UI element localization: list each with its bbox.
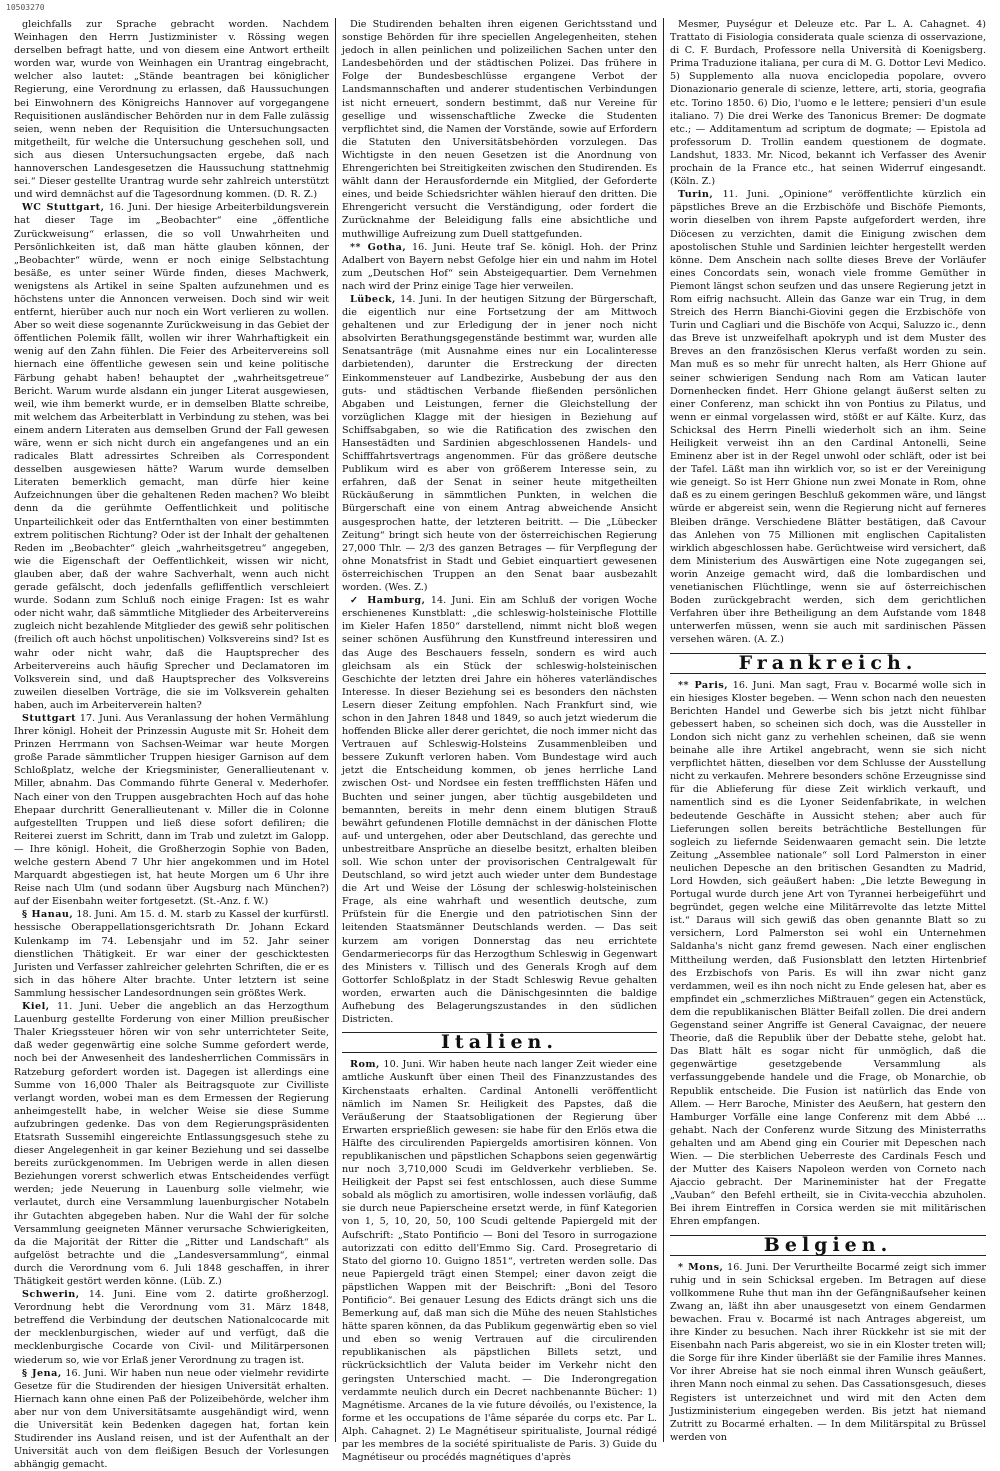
article-text: Mesmer, Puységur et Deleuze etc. Par L. A. Cahagnet. 4) Trattato di Fisiologia considerata quale scienza di osservazione, di C. F. Burdach, Professore nella Università di Koenigsberg. Prima Traduzione italiana, per cura di M. G. Dottor Levi Medico. 5) Supplemento alla nuova enciclopedia popolare, ovvero Dionazionario generale di scienze, lettere, arti, storia, geografia etc. Torino 1850. 6) Dio, l'uomo e le lettere; pensieri d'un esule italiano. 7) Die drei Werke des Tanonicus Bremer: De dogmate etc.; — Additamentum ad scriptum de dogmate; — Epistola ad professorum D. Trollin eandem questionem de dogmate. Landshut, 1833. Mr. Nicod, bekannt ich Verfasser des Avenir prochain de la France etc., hat seinen Widerruf eingesandt. (Köln. Z.): [670, 19, 986, 188]
dateline: § Jena,: [22, 1367, 62, 1379]
dateline: § Hanau,: [22, 909, 74, 921]
article-text: 18. Juni. Am 15. d. M. starb zu Kassel der kurfürstl. hessische Oberappellationsgerichtsrath Dr. Johann Eckard Kulenkamp im 74. Lebensjahr und im 52. Jahr seiner dienstlichen Thätigkeit. Er war einer der geschicktesten Juristen und Verfasser zahlreicher gelehrten Schriften, die er es sich in das höhere Alter brachte. Unter letztern ist seine Sammlung hessischer Landesordnungen sein größtes Werk.: [14, 909, 329, 999]
article-text: 14. Juni. Ein am Schluß der vorigen Woche erschienenes Kunstblatt: „die schleswig-holsteinische Flottille im Kieler Hafen 1850“ darstellend, nimmt nicht bloß wegen seiner schönen Ausführung den Kunstfreund interessiren und das Auge des Beschauers fesseln, sondern es wird auch gleichsam als ein Stück der schleswig-holsteinischen Geschichte der letzten drei Jahre ein höheres vaterländisches Interesse. In dieser Beziehung sei es besonders den nächsten Lesern dieser Zeitung empfohlen. Nach Frankfurt sind, wie schon in den Jahren 1848 und 1849, so auch jetzt wiederum die hoffenden Blicke aller derer gerichtet, die noch immer nicht das Vertrauen auf Schleswig-Holsteins Zusammenbleiben und bessere Zukunft verloren haben. Vom Bundestage wird auch jetzt die Entscheidung kommen, ob jenes herrliche Land zwischen Ost- und Nordsee ein festen treffflichsten Häfen und Buchten und seiner jungen, aber tüchtig ausgebildeten und bemannten, bereits in mehr denn einem blutigen Strauß bewährt gefundenen Flotille demnächst in der dänischen Flotte auf- und untergehen, oder aber Deutschland, das gerechte und unbestreitbare Ansprüche an dieselbe besitzt, erhalten bleiben soll. Wie schon unter der provisorischen Centralgewalt für Deutschland, so wird jetzt auch wieder unter dem Bundestage die Art und Weise der Lösung der schleswig-holsteinischen Frage, als eine wahrhaft und wesentlich deutsche, zum Prüfstein für die Energie und den patriotischen Sinn der leitenden Staatsmänner Deutschlands werden. — Das seit kurzem am vorigen Donnerstag das neu errichtete Gendarmeriecorps für das Herzogthum Schleswig in Gegenwart des Ministers v. Tillisch und des Generals Krogh auf dem Gottorfer Schloßplatz in der Stadt Schleswig Revue gehalten worden, erwarten auch die Dänischgesinnten die baldige Aufhebung des Belagerungszustandes in den südlichen Districten.: [342, 595, 657, 1026]
article-text: 16. Juni. Heute traf Se. königl. Hoh. der Prinz Adalbert von Bayern nebst Gefolge hier ein und nahm im Hotel zum „Deutschen Hof“ sein Absteigequartier. Dem Vernehmen nach wird der Prinz einige Tage hier verweilen.: [342, 241, 657, 292]
article-paragraph: [342, 293, 657, 594]
article-text: 16. Juni. Der Verurtheilte Bocarmé zeigt sich immer ruhig und in sein Schicksal ergeben. Im Betragen auf diese vollkommene Ruhe thut man ihn der Gefängnißaufseher keinen Zwang an, läßt ihn aber unausgesetzt von einem Gendarmen bewachen. Frau v. Bocarmé ist nach Antrages abgereist, um ihre Kinder zu besuchen. Nach ihrer Rückkehr ist sie mit der Eisenbahn nach Paris abgereist, wo sie in ein Kloster treten will; die Sorge für ihre Kinder überläßt sie der Familie ihres Mannes. Vor ihrer Abreise hat sie noch einmal ihren Wunsch geäußert, ihren Mann noch einmal zu sehen. Das Cassationsgesuch, dieses Registers ist unterzeichnet und wird mit den Acten dem Justizministerium eingegeben werden. Bis jetzt hat niemand Zutritt zu Bocarmé erhalten. — In dem Militärspital zu Brüssel werden von: [670, 1261, 986, 1443]
dateline: WC Stuttgart,: [22, 202, 105, 214]
article-paragraph: [14, 18, 329, 201]
article-paragraph: [670, 188, 986, 646]
article-paragraph: [342, 1058, 657, 1464]
section-heading: Italien.: [342, 1032, 657, 1053]
article-text: 16. Juni. Man sagt, Frau v. Bocarmé wolle sich in ein hiesiges Kloster begeben. — Wenn schon nach den neuesten Berichten Handel und Gewerbe sich bis jetzt nicht fühlbar gebessert haben, so scheinen sich doch, was die Aussteller in London sich nicht ganz zu verhehlen scheinen, daß sie wenn beinahe alle ihre Artikel angebracht, wenn sie sich nicht verpflichtet hätten, dieselben vor dem Schlusse der Ausstellung nicht zu verkaufen. Mehrere besonders schöne Erzeugnisse sind für die Ablieferung für diese Zeit wirklich verkauft, und namentlich sind es die Lyoner Seidenfabrikate, in welchen bedeutende Geschäfte in Aussicht stehen; aber auch für Lieferungen sollen bereits beträchtliche Bestellungen für sogleich zu liefernde Seidenwaaren gemacht sein. Die letzte Zeitung „Assemblee nationale“ soll Lord Palmerston in einer neulichen Depesche an den britischen Gesandten zu Madrid, Lord Howden, sich geäußert haben: „Die letzte Bewegung in Portugal wurde durch jene Art von Tyrannei herbeigeführt und begründet, gegen welche eine Militärrevolte das letzte Mittel ist.“ Daraus will sich gewiß das oben genannte Blatt so zu versichern, Lord Palmerston sei wohl ein Unternehmen Saldanha's nicht ganz fremd gewesen. Nach einer englischen Mittheilung werden, daß Fusionsblatt den letzten Hirtenbrief des Erzbischofs von Paris. Es will ihn zwar nicht ganz verdammen, weil es ihn noch nicht zu Ende gelesen hat, aber es empfindet ein „schmerzliches Mißtrauen“ gegen ein Actenstück, dem die republikanischen Blätter Beifall zollen. Die drei andern Gegenstand seiner Angriffe ist General Cavaignac, der neuere Theorie, daß die Republik über der Debatte stehe, gelobt hat. Das Blatt hält es sogar nicht für unmöglich, daß die gegenwärtige gesetzgebende Versammlung als verfassunggebende handele und die Frage, ob Monarchie, ob Republik entscheide. Die Fusion ist natürlich das Ende von Allem. — Herr Baroche, Minister des Aeußern, hat gestern den Hamburger Vorfälle eine lange Conferenz mit dem Abbé ... gehabt. Nach der Conferenz wurde Sitzung des Ministerraths gehalten und am Abend ging ein Courier mit Depeschen nach Wien. — Die sterblichen Ueberreste des Cardinals Fesch und der Mutter des Kaisers Napoleon werden von Corneto nach Ajaccio gebracht. Der Marineminister hat der Fregatte „Vauban“ den Befehl ertheilt, sie in Civita-vecchia abzuholen. Bei ihrem Eintreffen in Corsica werden sie mit militärischen Ehren empfangen.: [670, 679, 986, 1228]
article-text: 16. Juni. Der hiesige Arbeiterbildungsverein hat dieser Tage im „Beobachter“ eine „öffentliche Zurückweisung“ erlassen, die so voll Unwahrheiten und Persönlichkeiten ist, daß man hätte glauben können, der „Beobachter“ würde, wenn er noch einige Selbstachtung besäße, es unter seiner Würde finden, dieses Machwerk, wenigstens als Artikel in seine Spalten aufzunehmen und es höchstens unter die Annoncen verweisen. Doch sind wir weit entfernt, hierüber auch nur noch ein Wort verlieren zu wollen. Aber so weit diese sogenannte Zurückweisung in das Gebiet der öffentlichen Polemik fällt, wollen wir ihrer Wahrhaftigkeit ein wenig auf den Zahn fühlen. Die Feier des Arbeitervereins soll hiernach eine öffentliche gewesen sein und keine politische Färbung gehabt haben! behauptet der „wahrheitsgetreue“ Bericht. Warum wurde alsdann ein junger Literat ausgewiesen, weil, wie ihm bemerkt wurde, er in demselben Blatte schreibe, mit welchem das Arbeiterblatt in Verbindung zu stehen, was bei einem andern Literaten aus demselben Grund der Fall gewesen wäre, wenn er sich nicht durch ein angefangenes und an ein radicales Blatt adressirtes Schreiben als Correspondent desselben ausgewiesen hätte? Warum wurde demselben Literaten bemerklich gemacht, man dürfe hier keine Aufzeichnungen über die gehaltenen Reden machen? Wo bleibt denn da die gerühmte Oeffentlichkeit und politische Unparteilichkeit oder das Entfernthalten von einer bestimmten extrem politischen Richtung? Oder ist der Inhalt der gehaltenen Reden im „Beobachter“ gleich „wahrheitsgetreu“ angegeben, wie die Eigenschaft der Oeffentlichkeit, wissen wir nicht, glauben aber, daß der wahre Sachverhalt, wenn auch nicht gerade gefälscht, doch jedenfalls gefliffentlich verschleiert wurde. Sodann zum Schluß noch einige Fragen: Ist es wahr oder nicht wahr, daß sämmtliche Mitglieder des Arbeitervereins zugleich nicht bezahlende Mitglieder des gewiß sehr politischen (freilich oft auch höchst unpolitischen) Volksvereins sind? Ist es wahr oder nicht wahr, daß die Hauptsprecher des Arbeitervereins auch häufig Sprecher und Declamatoren im Volksverein sind, und daß Hauptsprecher des Volksvereins zuweilen dieselben Vorträge, die sie im Volksverein gehalten haben, auch im Arbeiterverein halten?: [14, 202, 329, 711]
article-paragraph: [670, 1261, 986, 1444]
article-paragraph: [14, 1288, 329, 1367]
article-paragraph: [670, 679, 986, 1229]
dateline: * Mons,: [678, 1261, 724, 1273]
section-heading: Belgien.: [670, 1235, 986, 1256]
dateline: Stuttgart: [22, 712, 77, 724]
section-heading: Frankreich.: [670, 653, 986, 674]
article-paragraph: [14, 1000, 329, 1288]
article-text: gleichfalls zur Sprache gebracht worden. Nachdem Weinhagen den Herrn Justizminister v. Rössing wegen derselben befragt hatte, und von diesem eine Antwort ertheilt worden war, wurde von Weinhagen ein Urantrag eingebracht, welcher also lautet: „Stände beantragen bei königlicher Regierung, eine Verordnung zu erlassen, daß Haussuchungen bei Einwohnern des Königreichs Hannover auf vorgegangene Requisitionen ausländischer Behörden nur in dem Falle zulässig seien, wenn neben der Requisition die Untersuchungsacten mitgetheilt, für welche die Untersuchung geschehen soll, und sich aus diesen Untersuchungsacten ergebe, daß nach hannoverschen Landesgesetzen die Haussuchung stattnehmig sei.“ Dieser gestellte Urantrag wurde sehr zahlreich unterstützt und wird demnächst auf die Tagesordnung kommen. (D. R. Z.): [14, 19, 329, 201]
dateline: Kiel,: [22, 1001, 50, 1013]
article-text: Die Studirenden behalten ihren eigenen Gerichtsstand und sonstige Behörden für ihre speciellen Angelegenheiten, stehen jedoch in allen peinlichen und polizeilichen Sachen unter den Landesbehörden und der städtischen Polizei. Das frühere in Folge der Bundesbeschlüsse ergangene Verbot der Landsmannschaften und anderer studentischen Verbindungen ist nicht erneuert, sondern bestimmt, daß nur Vereine für gesellige und wissenschaftliche Zwecke die Studenten verpflichtet sind, die Namen der Vorstände, sowie auf Erfordern die Statuten den Universitätsbehörden vorzulegen. Das Wichtigste in den neuen Gesetzen ist die Anordnung von Ehrengerichten bei Streitigkeiten zwischen den Studirenden. Es wählt dann der Herausfordernde ein Mitglied, der Geforderte eines, und beide Schiedsrichter wählen hierauf den dritten. Die Ehrengericht versucht die Verständigung, oder fordert die Zurücknahme der Beleidigung falls eine absichtliche und muthwillige Aufreizung zum Duell stattgefunden.: [342, 19, 657, 240]
article-text: 11. Juni. Ueber die angeblich an das Herzogthum Lauenburg gestellte Forderung von einer Million preußischer Thaler Kriegssteuer hören wir von sehr unterrichteter Seite, daß weder gegenwärtig eine solche Summe gefordert werde, noch bei der Anwesenheit des landesherrlichen Commissärs in Ratzeburg gefordert worden ist. Dagegen ist allerdings eine Summe von 16,000 Thaler als Beitragsquote zur Civilliste verlangt worden, wobei man es dem Ermessen der Regierung anheimgestellt habe, in welcher Weise sie diese Summe aufzubringen gedenke. Das von dem Regierungspräsidenten Etatsrath Sussemihl eingereichte Entlassungsgesuch stehe zu dieser Angelegenheit in gar keiner Beziehung und sei dasselbe bereits zurückgenommen. Im Uebrigen werde in allen diesen Beziehungen vorerst schwerlich etwas Entscheidendes verfügt werden; jede Neuerung in Lauenburg solle vielmehr, wie verlautet, durch eine Versammlung lauenburgischer Notabeln ihr Gutachten abgegeben haben. Nur die Wahl der für solche Versammlung geeigneten Männer verursache Schwierigkeiten, da die Majorität der Ritter die „Ritter und Landschaft“ als aufgelöst betrachte und die „Landesversammlung“, einmal durch die Verordnung vom 6. Juli 1848 geschaffen, in ihrer Thätigkeit gestört werden könne. (Lüb. Z.): [14, 1001, 329, 1287]
article-paragraph: [342, 18, 657, 241]
column-1: [8, 18, 336, 1471]
dateline: ✓ Hamburg,: [350, 595, 426, 607]
dateline: Rom,: [350, 1059, 380, 1071]
dateline: ** Paris,: [678, 679, 729, 691]
article-paragraph: [14, 1367, 329, 1471]
article-paragraph: [342, 241, 657, 293]
dateline: Lübeck,: [350, 293, 396, 305]
article-paragraph: [14, 201, 329, 712]
article-paragraph: [342, 594, 657, 1026]
article-text: 11. Juni. „Opinione“ veröffentlichte kürzlich ein päpstliches Breve an die Erzbischöfe und Bischöfe Piemonts, worin dieselben von ihrem Papste aufgefordert werden, ihre Diöcesen zu verzichten, damit die Einigung zwischen dem apostolischen Stuhle und Sardinien leichter hergestellt werden könne. Dem Anschein nach sollte dieses Breve der Vorläufer eines Concordats sein, wonach viele fromme Gemüther in Piemont längst schon seufzen und das unsere Regierung jetzt in Rom eifrig nachsucht. Allein das Ganze war ein Trug, in dem Streich des Herrn Bianchi-Giovini gegen die Erzbischöfe von Turin und Cagliari und die Bischöfe von Acqui, Saluzzo ic., denn das Breve ist unzweifelhaft apokryph und ist dem Muster des Breves an den französischen Klerus verfaßt worden zu sein. Man muß es so mehr für unrecht halten, als Herr Ghione auf seiner schwierigen Sendung nach Rom am Vatican lauter Dornenhecken findet. Herr Ghione gelangt äußerst selten zu einer Conferenz, man schickt ihn von Pontius zu Pilatus, und wenn er einmal vorgelassen wird, stößt er auf Kälte. Kurz, das Schicksal des Herrn Pinelli wiederholt sich an ihm. Seine Heiligkeit verweist ihn an den Cardinal Antonelli, Seine Eminenz aber ist in der Regel unwohl oder schläft, oder ist bei der Tafel. Läßt man ihn wirklich vor, so ist er der Vereinigung wie geneigt. So ist Herr Ghione nun zwei Monate in Rom, ohne daß es zu einem geringen Beschluß gekommen wäre, und längst würde er abgereist sein, wenn die Regierung nicht auf ferneres Bleiben dränge. Verschiedene Blätter bestätigen, daß Cavour das Anlehen von 75 Millionen mit englischen Capitalisten wirklich abgeschlossen habe. Gerüchtweise wird versichert, daß dem Ministerium des Auswärtigen eine Note zugegangen sei, worin Anzeige gemacht wird, daß die lombardischen und venetianischen Flüchtlinge, wenn sie auf österreichischen Boden zurückgebracht werden, sich dem gerichtlichen Verfahren über ihre Betheiligung an dem Aufstande vom 1848 unterwerfen müssen, wenn sie auch mit sardinischen Pässen versehen wären. (A. Z.): [670, 189, 986, 646]
article-text: 10. Juni. Wir haben heute nach langer Zeit wieder eine amtliche Auskunft über einen Theil des Finanzzustandes des Kirchenstaats erhalten. Cardinal Antonelli veröffentlicht nämlich im Namen Sr. Heiligkeit des Papstes, daß die Veräußerung der Staatsobligationen der Regierung über Erwarten ersprießlich gewesen: sie habe für den Erlös etwa die Hälfte des circulirenden Papiergelds amortisiren können. Von republikanischen und päpstlichen Schapbons seien gegenwärtig nur noch 3,710,000 Scudi im Geldverkehr verblieben. Se. Heiligkeit der Papst sei fest entschlossen, auch diese Summe sobald als möglich zu amortisiren, wolle indessen vorläufig, daß sie durch neue Papierscheine ersetzt werde, in fünf Kategorien von 1, 5, 10, 20, 50, 100 Scudi geltende Papiergeld mit der Aufschrift: „Stato Pontificio — Boni del Tesoro in surrogazione autorizzati con editto dell'Emmo Sig. Card. Prosegretario di Stato del giorno 10. Guigno 1851“, vertreten werden solle. Das neue Papiergeld trägt einen Stempel; einer davon zeigt die päpstlichen Wappen mit der Beischrift: „Boni del Tesoro Pontificio“. Bei genauer Lesung des Edicts drängt sich uns die Bemerkung auf, daß man sich die Mühe des neuen Stahlstiches hätte sparen können, da das Publikum gegenwärtig eben so viel und eben so wenig Vertrauen auf die circulirenden republikanischen als päpstlichen Billets setzt, und rückrücksichtlich der Valuta beider im Verkehr nicht den geringsten Unterschied macht. — Die Inderongregation verdammte neulich durch ein Decret nachbenannte Bücher: 1) Magnétisme. Arcanes de la vie future dévoilés, ou l'existence, la forme et les occupations de l'âme séparée du corps etc. Par L. Alph. Cahagnet. 2) Le Magnétiseur spiritualiste, Journal rédigé par les membres de la société spiritualiste de Paris. 3) Guide du Magnétiseur ou procédés magnétiques d'après: [342, 1059, 657, 1464]
article-text: 16. Juni. Wir haben nun neue oder vielmehr revidirte Gesetze für die Studirenden der hiesigen Universität erhalten. Hiernach kann ohne einen Paß der Polizeibehörde, welcher ihm aber nur von dem Universitätsamte ausgehändigt wird, wenn die Universität kein Bedenken dagegen hat, fortan kein Studirender ins Ausland reisen, und ist der Aufenthalt an der Universität auch von dem fleißigen Besuch der Vorlesungen abhängig gemacht.: [14, 1367, 329, 1471]
dateline: ** Gotha,: [350, 241, 407, 253]
article-text: 14. Juni. Eine vom 2. datirte großherzogl. Verordnung hebt die Verordnung vom 31. März 1848, betreffend die Verbindung der deutschen Nationalcocarde mit der mecklenburgischen, wieder auf und verfügt, daß die mecklenburgische Cocarde von Civil- und Militärpersonen wiederum so, wie vor Erlaß jener Verordnung zu tragen ist.: [14, 1289, 329, 1366]
dateline: Schwerin,: [22, 1289, 80, 1301]
article-text: 14. Juni. In der heutigen Sitzung der Bürgerschaft, die eigentlich nur eine Fortsetzung der am Mittwoch gehaltenen und zur Erledigung der in jener noch nicht absolvirten Berathungsgegenstände bestimmt war, wurden alle Senatsanträge (mit Ausnahme eines nur ein Localinteresse darbietenden), darunter die Erstreckung der directen Einkommensteuer auf Landbezirke, Ausbebung der aus den guts- und städtischen Verbande fließenden persönlichen Abgaben und Leistungen, ferner die Gleichstellung der vorzüglichen Klagge mit der hiesigen in Beziehung auf Schiffsabgaben, so wie die Ratification des zwischen den Hansestädten und Sardinien abgeschlossenen Handels- und Schifffahrtsvertrags angenommen. Für das größere deutsche Publikum wird es aber von größerem Interesse sein, zu erfahren, daß der Senat in seiner heute mitgetheilten Rückäußerung in sämmtlichen Punkten, in welchen die Bürgerschaft eine von einem Antrag abweichende Ansicht ausgesprochen hatte, der letzteren beitritt. — Die „Lübecker Zeitung“ bringt sich heute von der österreichischen Regierung 27,000 Thlr. — 2/3 des ganzen Betrages — für Verpflegung der ohne Monatsfrist in Stadt und Gebiet einquartiert gewesenen österreichischen Truppen an den Senat baar ausbezahlt worden. (Wes. Z.): [342, 293, 657, 594]
article-paragraph: [14, 908, 329, 1000]
article-paragraph: [14, 712, 329, 908]
newspaper-page: [8, 18, 992, 1471]
page-id: 10503270: [6, 3, 45, 12]
dateline: Turin,: [678, 189, 714, 201]
column-3: [664, 18, 992, 1442]
column-2: [336, 18, 664, 1464]
article-text: 17. Juni. Aus Veranlassung der hohen Vermählung Ihrer königl. Hoheit der Prinzessin Auguste mit Sr. Hoheit dem Prinzen Herrmann von Sachsen-Weimar war heute Morgen große Parade sämmtlicher Truppen hiesiger Garnison auf dem Schloßplatz, welche der Kriegsminister, Generallieutenant v. Miller, abnahm. Das Commando führte General v. Mederhofer. Nach einer von den Truppen ausgebrachten Hoch auf das hohe Ehepaar durchritt Generallieutenant v. Miller die in Colonne aufgestellten Truppen und ließ diese sofort defiliren; die Reiterei zuerst im Schritt, dann im Trab und zuletzt im Galopp. — Ihre königl. Hoheit, die Großherzogin Sophie von Baden, welche gestern Abend 7 Uhr hier angekommen und im Hotel Marquardt abgestiegen ist, hat heute Morgen um 6 Uhr ihre Reise nach Ulm (und sodann über Augsburg nach München?) auf der Eisenbahn weiter fortgesetzt. (St.-Anz. f. W.): [14, 712, 329, 908]
article-paragraph: [670, 18, 986, 188]
